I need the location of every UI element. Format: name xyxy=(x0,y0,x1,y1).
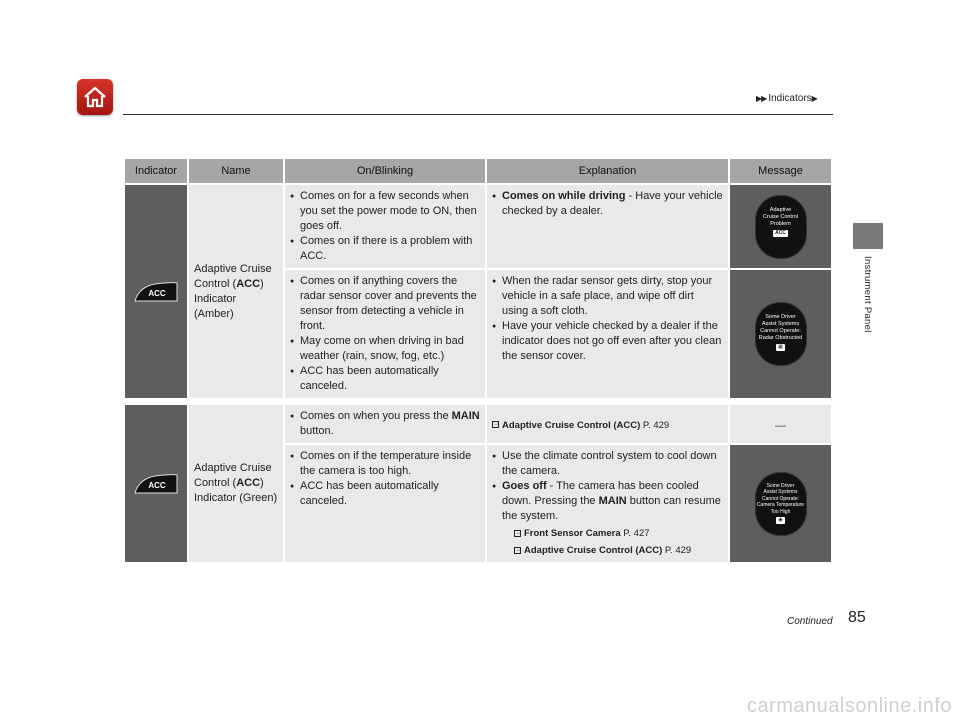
message-cell-amber-1 xyxy=(730,185,831,268)
name-cell-amber xyxy=(189,185,283,398)
message-cell-green-1: — xyxy=(730,405,831,443)
ref-page: P. 429 xyxy=(662,545,692,556)
exp-rest: - Have your vehicle checked by a dealer. xyxy=(502,190,723,217)
msg-line: Assist Systems xyxy=(761,321,800,327)
message-cell-amber-2 xyxy=(730,270,831,398)
name-cell-green xyxy=(189,405,283,562)
on-cell-green-2 xyxy=(285,445,485,562)
name-green-bold: ACC xyxy=(236,477,261,489)
msg-line: Cannot Operate: xyxy=(760,328,801,334)
name-amber-bold: ACC xyxy=(236,277,261,290)
msg-line: Assist Systems xyxy=(763,489,798,495)
col-on-blinking: On/Blinking xyxy=(285,159,485,183)
on-cell-amber-2 xyxy=(285,270,485,398)
home-button[interactable] xyxy=(77,79,113,115)
msg-line: Adaptive xyxy=(769,206,792,213)
msg-line: Some Driver xyxy=(765,314,796,320)
exp-bold: Comes on while driving xyxy=(502,190,626,202)
list-item: ● Use the climate control system to cool down the camera. xyxy=(492,449,723,479)
section-tab[interactable] xyxy=(853,223,883,249)
on-pre: Comes on when you press the xyxy=(300,410,452,422)
page-number: 85 xyxy=(848,609,866,626)
table-row xyxy=(125,405,831,443)
ref-arrow-icon: → xyxy=(515,529,521,536)
cross-reference-link[interactable] xyxy=(492,526,723,541)
list-item: ● Comes on if anything covers the radar sensor cover and prevents the sensor from detecting a vehicle in front. xyxy=(290,274,480,334)
explanation-cell-green-1 xyxy=(487,405,728,443)
on-post: button. xyxy=(300,425,334,437)
indicator-cell-amber xyxy=(125,185,187,398)
col-explanation: Explanation xyxy=(487,159,728,183)
on-cell-green-1 xyxy=(285,405,485,443)
table-row xyxy=(125,185,831,268)
acc-amber-icon xyxy=(133,281,179,303)
breadcrumb[interactable] xyxy=(756,93,819,104)
explanation-cell-amber-2 xyxy=(487,270,728,398)
row-spacer xyxy=(125,400,831,403)
exp-bold2: MAIN xyxy=(598,495,627,507)
name-amber-post: ) Indicator (Amber) xyxy=(194,277,264,320)
acc-amber-icon-label: ACC xyxy=(148,288,166,298)
list-item: ● ACC has been automatically canceled. xyxy=(290,479,480,509)
ref-title: Adaptive Cruise Control (ACC) xyxy=(502,419,641,431)
ref-page: P. 427 xyxy=(620,528,650,539)
col-message: Message xyxy=(730,159,831,183)
list-item xyxy=(290,409,480,439)
explanation-cell-amber-1 xyxy=(487,185,728,268)
ref-page: P. 429 xyxy=(640,419,670,431)
msg-line: Radar Obstructed xyxy=(758,335,803,341)
list-item: ● May come on when driving in bad weather (rain, snow, fog, etc.) xyxy=(290,334,480,364)
breadcrumb-tail-arrow: ▶ xyxy=(811,94,817,103)
home-icon xyxy=(82,84,108,110)
breadcrumb-label: Indicators xyxy=(768,93,812,104)
on-cell-amber-1 xyxy=(285,185,485,268)
list-item xyxy=(492,189,723,219)
list-item: ● ACC has been automatically canceled. xyxy=(290,364,480,394)
list-item xyxy=(492,479,723,524)
radar-icon: ▦ xyxy=(778,344,783,350)
ref-title: Front Sensor Camera xyxy=(524,528,621,539)
camera-icon: ◉ xyxy=(778,517,783,523)
exp-mid: - The camera has been cooled down. Pressing the xyxy=(502,480,699,507)
watermark: carmanualsonline.info xyxy=(746,695,952,717)
indicator-cell-green xyxy=(125,405,187,562)
continued-label: Continued xyxy=(787,616,833,627)
msg-line: Cannot Operate: xyxy=(762,495,799,502)
message-cell-green-2 xyxy=(730,445,831,562)
cross-reference-link[interactable] xyxy=(492,418,723,433)
col-indicator: Indicator xyxy=(125,159,187,183)
cross-reference-link[interactable] xyxy=(492,543,723,558)
exp-post: button can resume the system. xyxy=(502,495,721,522)
acc-green-icon xyxy=(133,473,179,495)
section-tab-label: Instrument Panel xyxy=(862,256,873,333)
acc-green-icon-label: ACC xyxy=(148,480,166,490)
list-item: ● Comes on if the temperature inside the camera is too high. xyxy=(290,449,480,479)
on-bold: MAIN xyxy=(451,410,480,422)
name-amber-pre: Adaptive Cruise Control ( xyxy=(194,262,272,290)
list-item: ● Comes on for a few seconds when you set the power mode to ON, then goes off. xyxy=(290,189,480,234)
message-display-acc-problem xyxy=(756,196,806,258)
msg-line: Cruise Control xyxy=(762,213,799,220)
acc-chip: ACC xyxy=(775,229,786,236)
ref-title: Adaptive Cruise Control (ACC) xyxy=(524,545,663,556)
list-item: ● When the radar sensor gets dirty, stop your vehicle in a safe place, and wipe off dirt using a soft cloth. xyxy=(492,274,723,319)
ref-arrow-icon: → xyxy=(515,546,521,553)
breadcrumb-arrows: ▶▶ xyxy=(756,94,767,103)
message-display-radar-obstructed xyxy=(756,303,806,365)
exp-bold: Goes off xyxy=(502,480,547,492)
list-item: ● Have your vehicle checked by a dealer if the indicator does not go off even after you clean the sensor cover. xyxy=(492,319,723,364)
message-display-camera-temperature xyxy=(756,473,806,535)
indicator-table xyxy=(123,157,833,564)
explanation-cell-green-2 xyxy=(487,445,728,562)
msg-line: Some Driver xyxy=(766,482,795,489)
name-green-post: ) Indicator (Green) xyxy=(194,477,278,504)
msg-line: Problem xyxy=(770,220,791,227)
ref-arrow-icon: → xyxy=(493,421,499,428)
header-rule xyxy=(123,114,833,115)
list-item: ● Comes on if there is a problem with ACC. xyxy=(290,234,480,264)
msg-line: Camera Temperature xyxy=(756,502,805,508)
table-header-row xyxy=(125,159,831,183)
col-name: Name xyxy=(189,159,283,183)
msg-line: Too High xyxy=(770,508,791,515)
name-green-pre: Adaptive Cruise Control ( xyxy=(194,462,272,489)
